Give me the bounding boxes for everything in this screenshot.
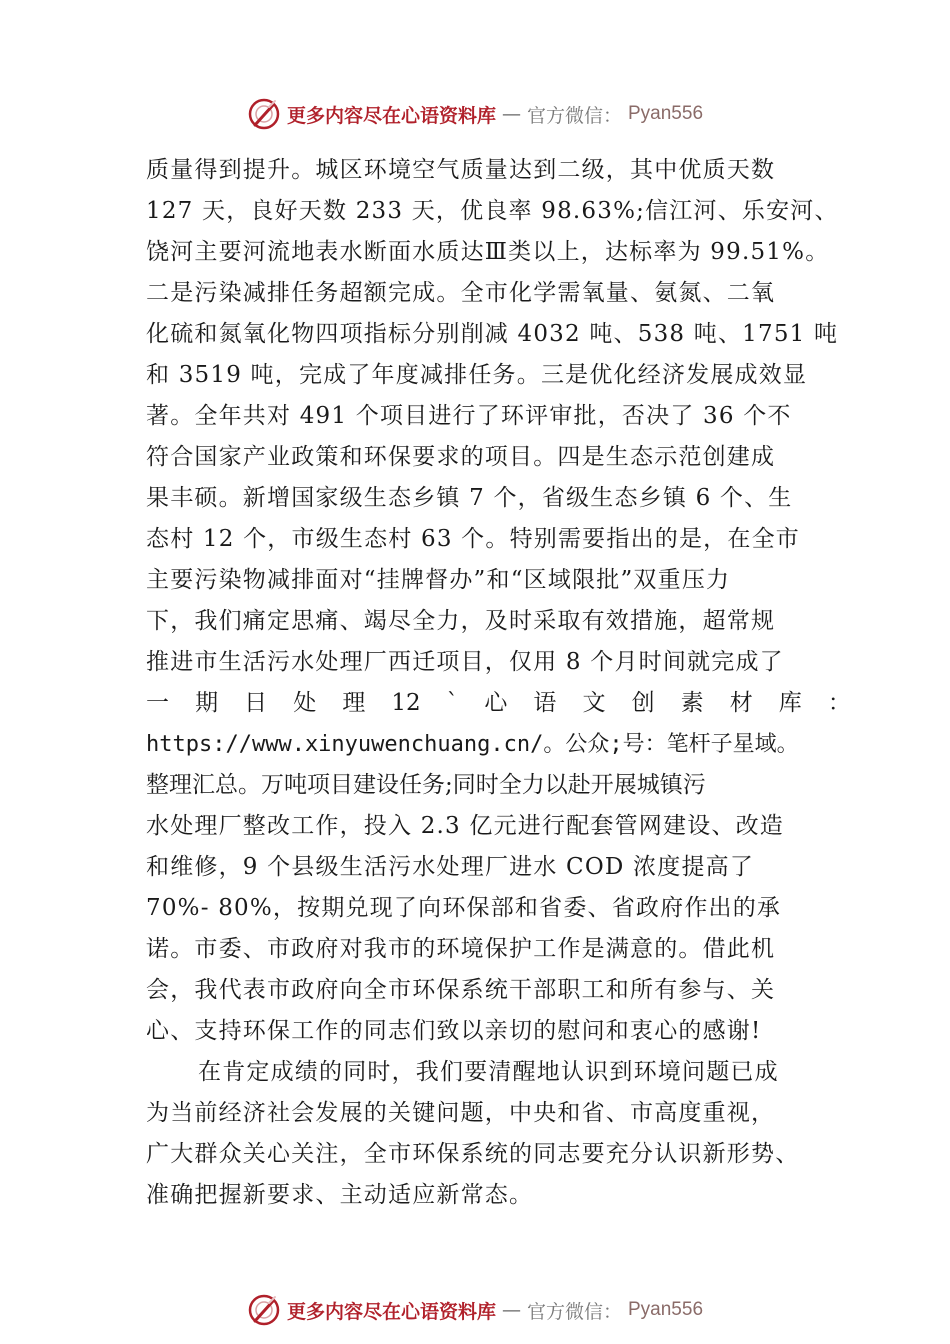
spread-char: 语 [533,690,557,716]
footer-separator: — [501,1299,521,1321]
text-line: 广大群众关心关注，全市环保系统的同志要充分认识新形势、 [146,1141,800,1167]
spread-char: 理 [342,690,366,716]
text-line: 质量得到提升。城区环境空气质量达到二级，其中优质天数 [146,157,776,183]
text-line: 为当前经济社会发展的关键问题，中央和省、市高度重视， [146,1100,776,1126]
watermark-text-line: 整理汇总。万吨项目建设任务;同时全力以赴开展城镇污 [146,772,706,798]
text-line: 127 天，良好天数 233 天，优良率 98.63%;信江河、乐安河、 [146,198,839,224]
text-line: 诺。市委、市政府对我市的环境保护工作是满意的。借此机 [146,936,776,962]
text-line: 饶河主要河流地表水断面水质达Ⅲ类以上，达标率为 99.51%。 [146,239,830,265]
header-wechat-label: 官方微信： [526,104,622,127]
text-line: 态村 12 个，市级生态村 63 个。特别需要指出的是，在全市 [146,526,800,552]
spread-char: 期 [195,690,219,716]
spread-char: 创 [631,690,655,716]
paragraph-1-part-b [146,806,846,1052]
text-line: 二是污染减排任务超额完成。全市化学需氧量、氨氮、二氧 [146,280,776,306]
spread-text-line [146,683,851,724]
footer-wechat-label: 官方微信： [526,1300,622,1323]
header-wechat-id: Pyan556 [628,103,704,124]
url-text-line: https://www.xinyuwenchuang.cn/。公众;号：笔杆子星域。 [146,732,799,757]
text-line: 推进市生活污水处理厂西迁项目，仅用 8 个月时间就完成了 [146,649,784,675]
text-line: 在肯定成绩的同时，我们要清醒地认识到环境问题已成 [198,1059,779,1085]
header-banner [0,94,950,134]
text-line: 果丰硕。新增国家级生态乡镇 7 个，省级生态乡镇 6 个、生 [146,485,793,511]
spread-char: 日 [244,690,268,716]
text-line: 下，我们痛定思痛、竭尽全力，及时采取有效措施，超常规 [146,608,776,634]
footer-brand-text: 更多内容尽在心语资料库 [286,1300,496,1323]
spread-char: 心 [484,690,508,716]
text-line: 和 3519 吨，完成了年度减排任务。三是优化经济发展成效显 [146,362,808,388]
text-line: 主要污染物减排面对“挂牌督办”和“区域限批”双重压力 [146,567,731,593]
spread-char: 一 [146,690,169,716]
spread-char: 处 [293,690,317,716]
spread-char: 材 [729,690,753,716]
text-line: 准确把握新要求、主动适应新常态。 [146,1182,534,1208]
text-line: 70%- 80%，按期兑现了向环保部和省委、省政府作出的承 [146,895,782,921]
spread-char: 文 [582,690,606,716]
text-line: 著。全年共对 491 个项目进行了环评审批，否决了 36 个不 [146,403,792,429]
brand-logo-icon [247,97,281,131]
text-line: 和维修，9 个县级生活污水处理厂进水 COD 浓度提高了 [146,854,755,880]
brand-logo-icon [247,1293,281,1327]
footer-banner [0,1290,950,1330]
footer-wechat-id: Pyan556 [628,1299,704,1320]
header-separator: — [501,103,521,125]
text-line: 心、支持环保工作的同志们致以亲切的慰问和衷心的感谢! [146,1018,762,1044]
text-line: 会，我代表市政府向全市环保系统干部职工和所有参与、关 [146,977,776,1003]
header-brand-text: 更多内容尽在心语资料库 [286,104,496,127]
spread-char: 12 [391,690,421,716]
spread-char: 素 [680,690,704,716]
text-line: 化硫和氮氧化物四项指标分别削减 4032 吨、538 吨、1751 吨 [146,321,839,347]
document-body [146,150,851,1216]
text-line: 符合国家产业政策和环保要求的项目。四是生态示范创建成 [146,444,776,470]
paragraph-2 [146,1052,846,1216]
paragraph-1-part-a [146,150,846,683]
spread-char: 库 [778,690,802,716]
spread-char: ： [827,690,851,716]
text-line: 水处理厂整改工作，投入 2.3 亿元进行配套管网建设、改造 [146,813,784,839]
spread-char: ` [446,690,459,716]
